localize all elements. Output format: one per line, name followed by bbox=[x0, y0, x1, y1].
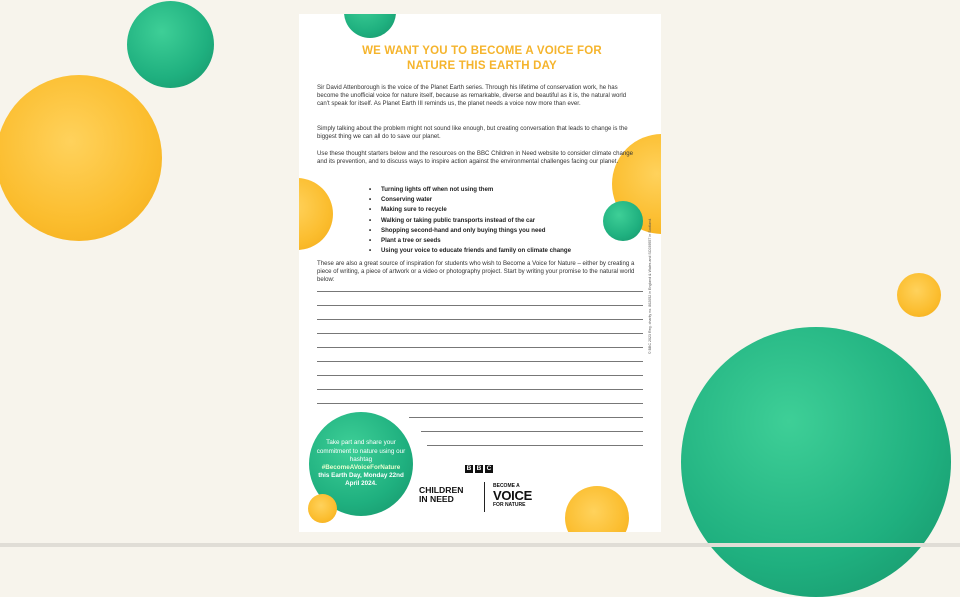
writing-line bbox=[409, 417, 643, 418]
children-in-need-logo bbox=[419, 486, 463, 504]
writing-line bbox=[421, 431, 643, 432]
writing-line bbox=[317, 403, 643, 404]
decorative-circle-green-large bbox=[681, 327, 951, 597]
list-item: • Making sure to recycle bbox=[369, 205, 571, 215]
list-item: • Plant a tree or seeds bbox=[369, 236, 571, 246]
voice-logo-line-2: VOICE bbox=[493, 488, 532, 503]
voice-logo-line-1: BECOME A bbox=[493, 483, 520, 489]
bbc-block: B bbox=[466, 465, 472, 472]
writing-line bbox=[317, 333, 643, 334]
writing-line bbox=[317, 347, 643, 348]
thought-starters-list bbox=[369, 185, 571, 256]
bottom-bar bbox=[0, 543, 960, 547]
conversation-paragraph: Simply talking about the problem might not sound like enough, but creating conversation that leads to change is the biggest thing we can all do to save our planet. bbox=[317, 125, 628, 140]
writing-line bbox=[317, 291, 643, 292]
thought-starters-paragraph: Use these thought starters below and the resources on the BBC Children in Need website to consider climate change and its prevention, and to discuss ways to inspire action against the environmental challenges facing our planet. bbox=[317, 150, 634, 165]
decorative-circle-yellow-right-small bbox=[897, 273, 941, 317]
writing-line bbox=[317, 389, 643, 390]
title-line-1: WE WANT YOU TO BECOME A VOICE FOR bbox=[362, 45, 602, 57]
voice-logo-line-3: FOR NATURE bbox=[493, 502, 526, 508]
writing-line bbox=[427, 445, 643, 446]
writing-line bbox=[317, 375, 643, 376]
bbc-logo bbox=[465, 465, 493, 473]
list-item: • Using your voice to educate friends and family on climate change bbox=[369, 246, 571, 256]
worksheet-page bbox=[299, 14, 661, 532]
decorative-circle-yellow-left bbox=[0, 75, 162, 241]
list-item: • Walking or taking public transports instead of the car bbox=[369, 216, 571, 226]
children-in-need-line-1: CHILDREN bbox=[419, 485, 464, 495]
logo-area bbox=[417, 464, 547, 514]
inspiration-paragraph: These are also a great source of inspiration for students who wish to Become a Voice for Nature – either by creating a piece of writing, a piece of artwork or a video or photography project. Start by writing your promise to the natural world below: bbox=[317, 260, 635, 283]
promo-text: Take part and share your commitment to nature using our hashtag bbox=[316, 439, 406, 463]
decorative-circle-green-top bbox=[127, 1, 214, 88]
worksheet-title bbox=[337, 44, 627, 74]
logo-divider bbox=[484, 482, 485, 512]
hashtag-promo bbox=[309, 412, 413, 516]
bbc-block: C bbox=[486, 465, 492, 472]
children-in-need-line-2: IN NEED bbox=[419, 494, 454, 504]
list-item: • Turning lights off when not using them bbox=[369, 185, 571, 195]
writing-line bbox=[317, 361, 643, 362]
title-line-2: NATURE THIS EARTH DAY bbox=[407, 60, 557, 72]
list-item: • Shopping second-hand and only buying things you need bbox=[369, 226, 571, 236]
list-item: • Conserving water bbox=[369, 195, 571, 205]
bbc-block: B bbox=[476, 465, 482, 472]
promo-date: this Earth Day, Monday 22nd April 2024. bbox=[318, 472, 404, 488]
promo-hashtag: #BecomeAVoiceForNature bbox=[321, 464, 401, 471]
writing-line bbox=[317, 305, 643, 306]
legal-note: © BBC 2023 Reg. charity no. 802052 in England & Wales and SC039557 in Scotland. bbox=[648, 217, 652, 354]
writing-line bbox=[317, 319, 643, 320]
become-a-voice-logo bbox=[493, 483, 553, 508]
intro-paragraph: Sir David Attenborough is the voice of the Planet Earth series. Through his lifetime of conservation work, he has become the unofficial voice for nature itself, because as remarkable, diverse and beautiful as it is, the natural world can't speak for itself. As Planet Earth III reminds us, the planet needs a voice now more than ever. bbox=[317, 84, 627, 107]
